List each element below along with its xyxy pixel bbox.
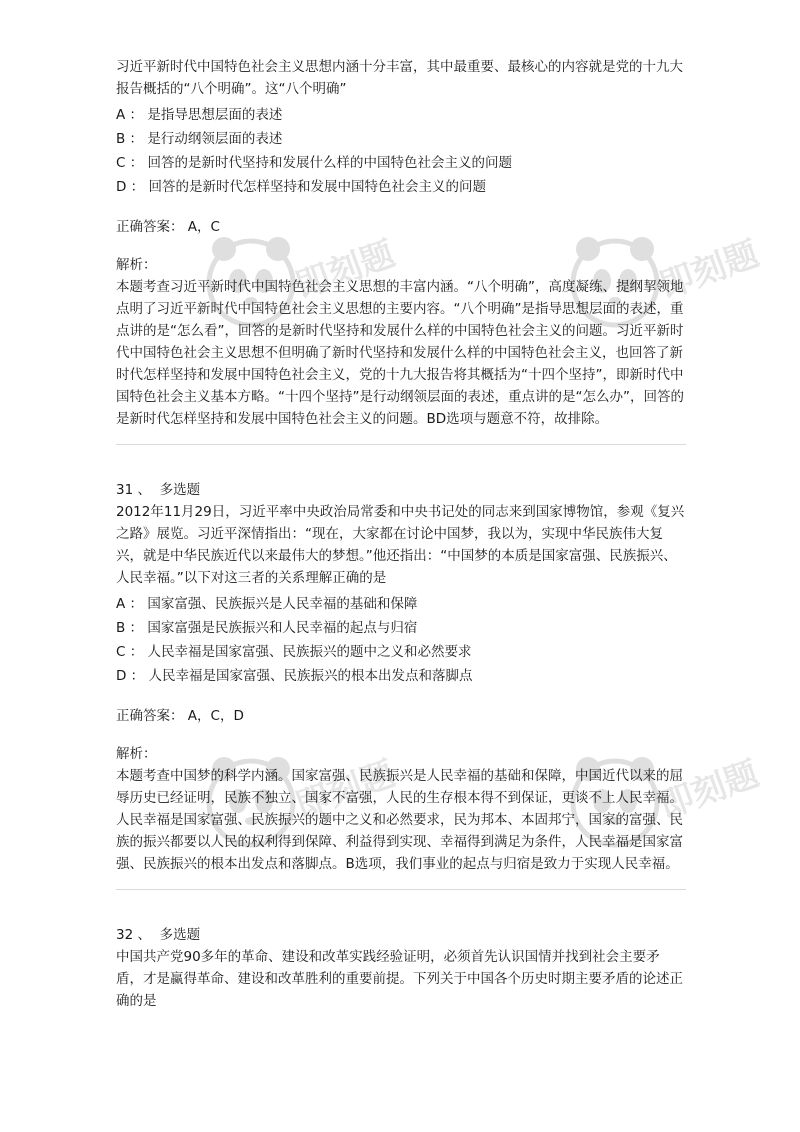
question-stem: 习近平新时代中国特色社会主义思想内涵十分丰富，其中最重要、最核心的内容就是党的十九大报告概括的“八个明确”。这“八个明确” (116, 59, 683, 97)
answer-label: 正确答案： (116, 708, 184, 724)
options-list (116, 104, 686, 198)
options-list (116, 593, 686, 687)
question-30 (116, 56, 686, 430)
option-key: B ： (116, 620, 144, 636)
option-key: A ： (116, 596, 144, 612)
answer-value: A，C (187, 219, 220, 235)
option-key: D ： (116, 668, 145, 684)
option-key: A ： (116, 107, 144, 123)
option-text: 人民幸福是国家富强、民族振兴的根本出发点和落脚点 (148, 668, 473, 684)
question-number: 32 、 (116, 927, 151, 943)
option-text: 国家富强是民族振兴和人民幸福的起点与归宿 (147, 620, 418, 636)
svg-text:即刻题: 即刻题 (290, 233, 400, 307)
question-type: 多选题 (159, 927, 201, 943)
analysis-label: 解析： (116, 746, 157, 762)
svg-text:即刻题: 即刻题 (654, 753, 764, 827)
option-a (116, 104, 686, 126)
question-31 (116, 479, 686, 875)
question-32 (116, 924, 686, 1012)
correct-answer (116, 216, 686, 238)
option-key: C ： (116, 155, 144, 171)
option-d (116, 665, 686, 687)
option-text: 回答的是新时代怎样坚持和发展中国特色社会主义的问题 (148, 179, 486, 195)
option-key: B ： (116, 131, 144, 147)
svg-text:即刻题: 即刻题 (654, 233, 764, 307)
section-divider (116, 444, 686, 445)
option-key: C ： (116, 644, 144, 660)
question-stem: 中国共产党90多年的革命、建设和改革实践经验证明，必须首先认识国情并找到社会主要矛盾，才是赢得革命、建设和改革胜利的重要前提。下列关于中国各个历史时期主要矛盾的论述正确的是 (116, 949, 683, 1009)
option-text: 是指导思想层面的表述 (147, 107, 283, 123)
option-b (116, 617, 686, 639)
correct-answer (116, 705, 686, 727)
analysis-text: 本题考查中国梦的科学内涵。国家富强、民族振兴是人民幸福的基础和保障，中国近代以来的屈辱历史已经证明，民族不独立、国家不富强，人民的生存根本得不到保证，更谈不上人民幸福。人民幸福是国家富强、民族振兴的题中之义和必然要求，民为邦本、本固邦宁，国家的富强、民族的振兴都要以人民的权利得到保障、利益得到实现、幸福得到满足为条件，人民幸福是国家富强、民族振兴的根本出发点和落脚点。B选项，我们事业的起点与归宿是致力于实现人民幸福。 (116, 768, 683, 872)
option-text: 国家富强、民族振兴是人民幸福的基础和保障 (147, 596, 418, 612)
svg-text:即刻题: 即刻题 (290, 753, 400, 827)
question-stem: 2012年11月29日，习近平率中央政治局常委和中央书记处的同志来到国家博物馆，参观《复兴之路》展览。习近平深情指出：“现在，大家都在讨论中国梦，我以为，实现中华民族伟大复兴，就是中华民族近代以来最伟大的梦想。”他还指出：“中国梦的本质是国家富强、民族振兴、人民幸福。”以下对这三者的关系理解正确的是 (116, 504, 685, 586)
answer-value: A，C，D (187, 708, 244, 724)
question-header (116, 924, 686, 946)
option-b (116, 128, 686, 150)
option-a (116, 593, 686, 615)
option-text: 人民幸福是国家富强、民族振兴的题中之义和必然要求 (147, 644, 472, 660)
answer-label: 正确答案： (116, 219, 184, 235)
question-header (116, 479, 686, 501)
document-page (116, 56, 686, 1012)
option-d (116, 176, 686, 198)
analysis-text: 本题考查习近平新时代中国特色社会主义思想的丰富内涵。“八个明确”，高度凝练、提纲挈领地点明了习近平新时代中国特色社会主义思想的主要内容。“八个明确”是指导思想层面的表述，重点讲的是“怎么看”，回答的是新时代坚持和发展什么样的中国特色社会主义的问题。习近平新时代中国特色社会主义思想不但明确了新时代坚持和发展什么样的中国特色社会主义，也回答了新时代怎样坚持和发展中国特色社会主义，党的十九大报告将其概括为“十四个坚持”，即新时代中国特色社会主义基本方略。“十四个坚持”是行动纲领层面的表述，重点讲的是“怎么办”，回答的是新时代怎样坚持和发展中国特色社会主义的问题。BD选项与题意不符，故排除。 (116, 279, 684, 427)
question-type: 多选题 (159, 482, 201, 498)
section-divider (116, 889, 686, 890)
option-c (116, 641, 686, 663)
analysis-label: 解析： (116, 257, 157, 273)
option-text: 是行动纲领层面的表述 (147, 131, 283, 147)
question-number: 31 、 (116, 482, 151, 498)
option-c (116, 152, 686, 174)
option-key: D ： (116, 179, 145, 195)
option-text: 回答的是新时代坚持和发展什么样的中国特色社会主义的问题 (147, 155, 513, 171)
